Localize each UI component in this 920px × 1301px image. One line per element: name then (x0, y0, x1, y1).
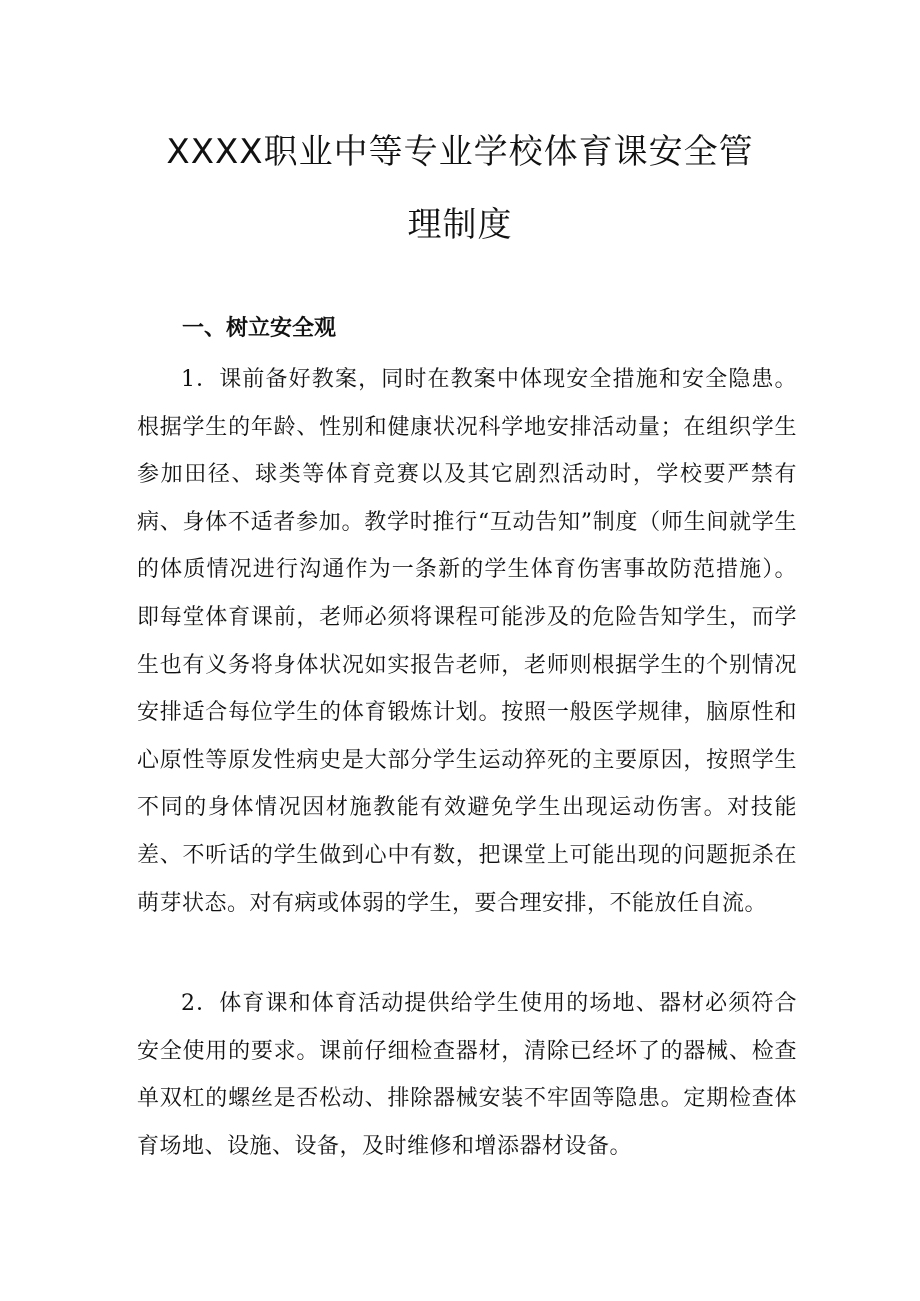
paragraph-2: 2．体育课和体育活动提供给学生使用的场地、器材必须符合安全使用的要求。课前仔细检查器材，清除已经坏了的器械、检查单双杠的螺丝是否松动、排除器械安装不牢固等隐患。定期检查体育场地、设施、设备，及时维修和增添器材设备。 (137, 991, 797, 1159)
document-title-line-2: 理制度 (407, 205, 513, 245)
document-title-line-1: XXXX职业中等专业学校体育课安全管 (166, 132, 754, 172)
section-heading: 一、树立安全观 (182, 316, 337, 341)
paragraph-1: 1．课前备好教案，同时在教案中体现安全措施和安全隐患。根据学生的年龄、性别和健康状况科学地安排活动量；在组织学生参加田径、球类等体育竞赛以及其它剧烈活动时，学校要严禁有病、身体不适者参加。教学时推行“互动告知”制度（师生间就学生的体质情况进行沟通作为一条新的学生体育伤害事故防范措施）。即每堂体育课前，老师必须将课程可能涉及的危险告知学生，而学生也有义务将身体状况如实报告老师，老师则根据学生的个别情况安排适合每位学生的体育锻炼计划。按照一般医学规律，脑原性和心原性等原发性病史是大部分学生运动猝死的主要原因，按照学生不同的身体情况因材施教能有效避免学生出现运动伤害。对技能差、不听话的学生做到心中有数，把课堂上可能出现的问题扼杀在萌芽状态。对有病或体弱的学生，要合理安排，不能放任自流。 (137, 367, 797, 916)
